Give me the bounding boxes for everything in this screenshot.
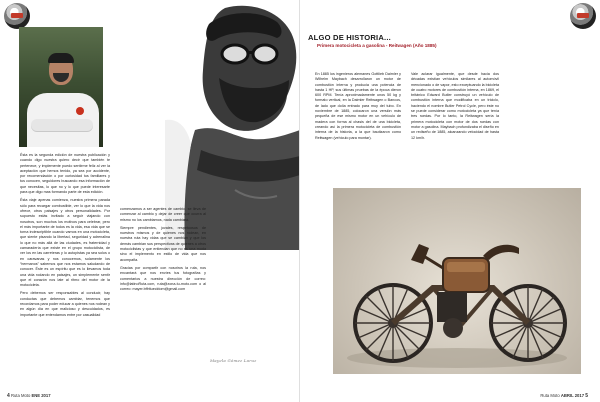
- magazine-name: Ruta Moto: [10, 393, 31, 398]
- editorial-column-2: [120, 207, 206, 295]
- paragraph: Siempre pendientes, jovales, respetuosos de nuestros mismos y de quienes nos rodean, en nuestra ruta hay vidas que se cambian y que los demás cambian sus perspectivas de quienes a otros motociclistas y que entiendan que no es una moda sino el implemento en estilo de vida que nos acompaña.: [120, 225, 206, 262]
- paragraph: Vale aclarar igualmente, que desde hacia dos décadas existían vehículos similares al automóvil mencionado o de vapor, esto exceptuando la bicicleta de cuatro motores de combustión interna, en 1869, el británico Edward Butler construyó un vehículo de combustión interna que modificaba en un triciclo, haciendo el nombre Butler Petrol Cycle, pero éste no se puede considerar como motocicleta ya que tenía tres ruedas. Por lo tanto, la Reitwagen sería la primera motocicleta con motor de dos ruedas con motor a gasolina. Maybach profundizaba el diseño en un rediseño de 1885, alcanzando velocidad de hasta 12 km/h.: [411, 72, 499, 140]
- editor-photo: [19, 27, 103, 147]
- magazine-logo-icon: [4, 3, 30, 29]
- paragraph: En 1885 los ingenieros alemanes Gottlieb Daimler y Wilhelm Maybach desarrollaron un motor de combustión interna y producia una potencia de hasta 1 HP, sus últimas pruebas de la época dieron 600 RPM. Tenía aproximadamente unos 50 kg y formato vertical, en la Daimler Reitwagen o Bancos, de lado que dolía entrado para muy del tubo. En noviembre de 1885, colocaron una versión más pequeña de ese mismo motor en un vehículo de madera con forma al chasis del de una bicicleta, creando así la primera motocicleta de combustión interna de la historia, a la que bautizaron como Reitwagen (vehículo para montar).: [315, 72, 401, 140]
- editorial-column-1: [20, 153, 110, 321]
- issue-date: ENE 2017: [31, 393, 51, 398]
- article-title: ALGO DE HISTORIA...: [308, 33, 391, 42]
- paragraph: Pero debemos ser responsables al conducir, hay conductas que debemos cambiar, tenemos que recordamos para poder educar a quienes nos rodean y en algún día en que malicioso y descuidados, es importante que entendamos entre por casualidad: [20, 291, 110, 317]
- article-column-1: [315, 72, 401, 144]
- paragraph: Gracias por compartir con nosotros la ruta, nos encantará que nos envíes tus fotografías y comentarios a nuestra dirección de correo: info@latinoRuta.com, ruta@zona-tu-moto.com o al correo: mayer.bffrituecktom@gmail.com: [120, 265, 206, 292]
- page-number: 4: [7, 393, 10, 399]
- issue-date: ABRIL 2017: [560, 393, 585, 398]
- editor-signature: Mayela Gómez Laruz: [210, 358, 257, 363]
- magazine-name: Ruta Moto: [540, 393, 560, 398]
- reitwagen-motorcycle-image: [333, 188, 581, 374]
- footer-left: [7, 393, 51, 399]
- paragraph: Ésta viaje apenas comienza, nuestra primera parada sólo para recargar combustible, ver lo que la vida nos ofrece, otros paisajes y otros personalidades. Por supuesto estás invitado a seguir viajando con nosotros, son muchos los motivos para celebrar, pero el más importante de todos es la vida, esa vida que se torna indescriptible cuando vamos en una motocicleta, que siente pisando la libertad, seguridad y adrenalina lo que no más allá de las ciudades, es fraternidad y camaradería que existe en el grupo motociclista, de ver los en las carreteras y lo autopistas ya sea solos o en caravanas y nos conocemos, solamente los “hermanos” sabemos que nos estamos saludando de conocer. Éste es un espíritu que es lo llevamos toda una vida rodando en paisajes, un simplemente sentir que el corazón nos late al ritmo del motor de la motocicleta.: [20, 198, 110, 288]
- paragraph: comenzamos a ser agentes de cambio, se lleva de comenzar al cambio y dejar de creer que ocurra al mismo no los cambiamos, nada cambiará.: [120, 207, 206, 222]
- article-column-2: [411, 72, 499, 144]
- footer-right: [540, 393, 588, 399]
- paragraph: Ésta es la segunda edición de nuestra publicación y cuando digo nuestra quiero decir que también te pertenece, y implemente puedo sentirme feliz al ver la aceptación que hemos tenido, ya sea por accidente, por recomendación o por curiosidad tus familiares y tus conocen, seguidores buscando esa información de que necesitas, lo que no y lo que puede interesarte para que digo mas formando parte de esta edición.: [20, 153, 110, 195]
- page-number: 5: [585, 393, 588, 399]
- reitwagen-photo: [333, 188, 581, 374]
- article-subtitle: Primera motocicleta a gasolina - Reitwagen (Año 1885): [317, 43, 437, 48]
- magazine-logo-icon: [570, 3, 596, 29]
